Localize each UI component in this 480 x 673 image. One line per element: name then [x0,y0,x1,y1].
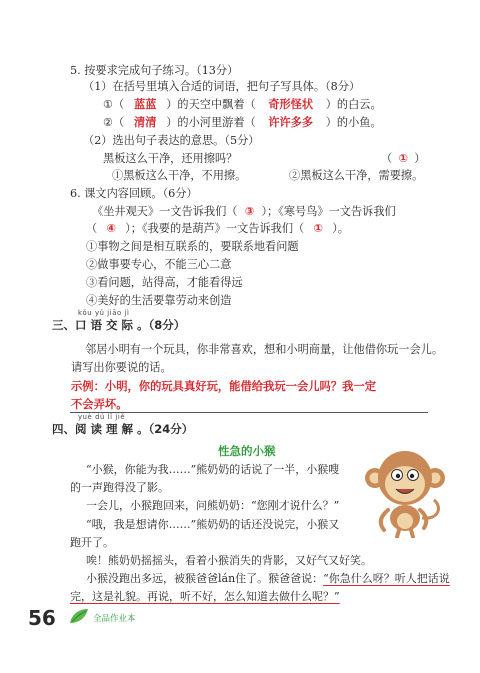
s1-pre: ①（ [103,98,125,111]
monkey-belly [397,513,413,529]
story-p4: 唉！熊奶奶摇摇头，看着小猴消失的背影，又好气又好笑。 [86,554,372,567]
sec4-pinyin: yuè dú lǐ jiě [78,413,126,421]
story-p3b: 跑开了。 [70,536,114,549]
s2-answer-2: 许许多多 [268,116,314,129]
monkey-arm-left [381,510,388,530]
bracket-left: （ [381,152,393,165]
s1-answer-2: 奇形怪状 [268,98,314,111]
story-p5b: 完，这是礼貌。再说，听不好，怎么知道去做什么呢？” [70,590,340,603]
story-p2: 一会儿，小猴跑回来，问熊奶奶：“您刚才说什么？” [86,499,340,512]
q5-question: 黑板这么干净，还用擦吗？ [103,152,238,165]
q6-line-1 [92,205,396,219]
q6-text-2a: （ [86,222,98,235]
q6-text-2c: ）。 [332,222,349,235]
s1-post: ）的白云。 [325,98,382,111]
monkey-pupil-left [396,474,400,478]
sec3-prompt-2: 请写出你要说的话。 [71,361,172,374]
q5-option-2: ②黑板这么干净，需要擦。 [289,169,424,182]
story-p5a-underlined: “你急什么呀？听人把话说 [323,572,450,585]
q6-answer-3: ① [313,222,323,235]
sec3-answer-line-1: 示例：小明，你的玩具真好玩，能借给我玩一会儿吗？我一定 [71,380,377,393]
story-p1a: “小猴，你能为我……”熊奶奶的话说了一半，小猴嗖 [86,463,340,476]
q5-heading: 5. 按要求完成句子练习。（13分） [70,64,239,77]
story-p5a-plain: 小猴没跑出多远，被猴爸爸lán住了。猴爸爸说： [86,572,324,585]
brand-name: 全品作业本 [93,614,136,624]
q6-choice-3: ③看问题，站得高，才能看得远 [86,276,243,289]
q5-sentence-1 [103,98,382,112]
q5-part1-instruction: （1）在括号里填入合适的词语，把句子写具体。（8分） [83,80,361,93]
q5-option-1: ①黑板这么干净，不用擦。 [112,169,247,182]
q5-part2-instruction: （2）选出句子表达的意思。（5分） [83,134,260,147]
q6-choice-1: ①事物之间是相互联系的，要联系地看问题 [86,240,299,253]
q5-sentence-2 [103,116,382,130]
q6-answer-2: ④ [106,222,116,235]
sec4-title: 四、阅 读 理 解 。（24分） [52,422,194,436]
bracket-right: ） [414,152,426,165]
story-title: 性急的小猴 [218,444,276,458]
q5-answer: ① [398,152,408,165]
monkey-leg-right [411,530,413,537]
q6-text-1a: 《坐井观天》一文告诉我们（ [92,205,238,218]
page-number: 56 [28,606,56,630]
q6-choice-4: ④美好的生活要靠劳动来创造 [86,294,232,307]
monkey-pupil-right [410,474,414,478]
s1-mid: ）的天空中飘着（ [166,98,256,111]
leaf-logo-icon [68,607,90,625]
q6-answer-1: ③ [244,205,255,218]
monkey-illustration [362,448,448,538]
q5-answer-bracket [381,152,425,166]
s2-mid: ）的小河里游着（ [166,116,256,129]
sec3-prompt-1: 邻居小明有一个玩具，你非常喜欢，想和小明商量，让他借你玩一会儿。 [85,343,444,356]
story-p3a: “哦，我是想请你……”熊奶奶的话还没说完，小猴又 [86,518,340,531]
q6-line-2 [86,222,349,236]
story-p1b: 的一声跑得没了影。 [70,481,169,494]
monkey-face [385,466,425,502]
s2-answer-1: 清清 [134,116,157,129]
q6-text-1b: ）；《寒号鸟》一文告诉我们 [261,205,396,218]
sec3-answer-line-2: 不会弄坏。 [71,398,128,411]
sec3-title: 三、口 语 交 际 。（8分） [52,318,186,332]
story-p5a [86,572,450,586]
sec3-pinyin: kǒu yǔ jiāo jì [78,309,130,317]
monkey-leg-left [397,530,399,537]
s2-post: ）的小鱼。 [325,116,382,129]
q6-heading: 6. 课文内容回顾。（6分） [70,187,198,200]
q6-choice-2: ②做事要专心，不能三心二意 [86,258,232,271]
s2-pre: ②（ [103,116,125,129]
s1-answer-1: 蓝蓝 [134,98,157,111]
q6-text-2b: ）；《我要的是葫芦》一文告诉我们（ [125,222,305,235]
